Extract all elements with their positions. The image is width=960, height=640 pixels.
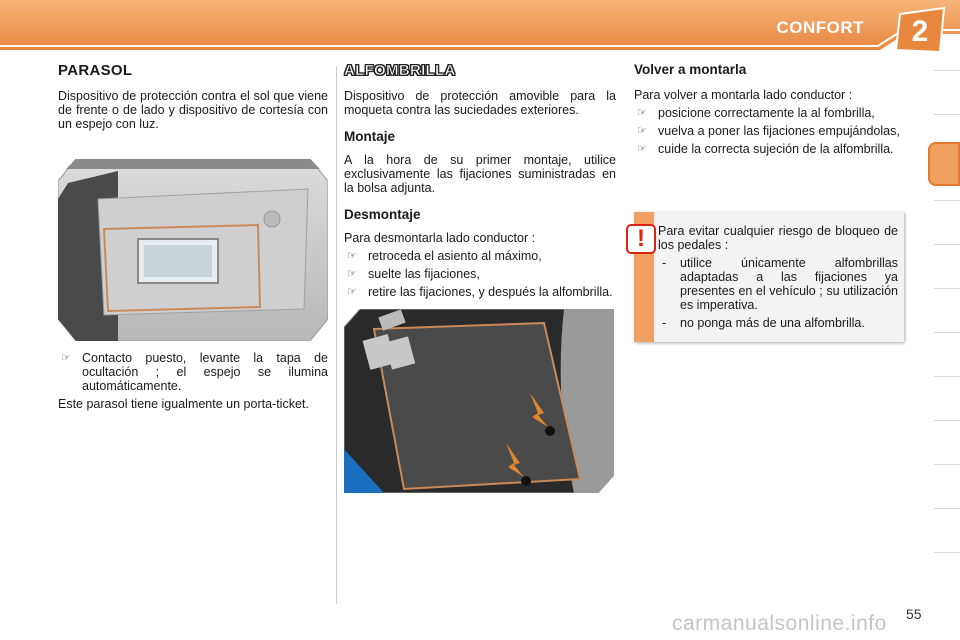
- hand-pointer-icon: ☞: [347, 286, 357, 298]
- chapter-tab[interactable]: [934, 508, 960, 552]
- desmontaje-intro: Para desmontarla lado conductor :: [344, 231, 536, 245]
- chapter-tab[interactable]: [934, 464, 960, 508]
- bullet-text: Contacto puesto, levante la tapa de ocultación ; el espejo se ilumina automáticamente.: [82, 351, 328, 393]
- chapter-tabs: [928, 70, 960, 576]
- desmontaje-title: Desmontaje: [344, 207, 421, 222]
- warning-intro: Para evitar cualquier riesgo de bloqueo de los pedales :: [658, 224, 898, 252]
- chapter-tab[interactable]: [934, 420, 960, 464]
- alfombrilla-title: ALFOMBRILLA: [344, 62, 456, 79]
- hand-pointer-icon: ☞: [637, 125, 647, 137]
- hand-pointer-icon: ☞: [637, 143, 647, 155]
- hand-pointer-icon: ☞: [347, 250, 357, 262]
- chapter-tab[interactable]: [934, 376, 960, 420]
- warning-item-text: utilice únicamente alfombrillas adaptadas a las fijaciones ya presentes en el vehículo ; su utilización es imperativa.: [680, 256, 898, 312]
- chapter-tab[interactable]: [934, 200, 960, 244]
- sun-visor-illustration: [58, 159, 328, 341]
- bullet-text: retire las fijaciones, y después la alfombrilla.: [368, 285, 613, 299]
- bullet-text: cuide la correcta sujeción de la alfombrilla.: [658, 142, 894, 156]
- parasol-section: [58, 62, 328, 411]
- parasol-title: PARASOL: [58, 62, 133, 79]
- bullet-item: [344, 285, 616, 299]
- warning-item: [658, 316, 898, 330]
- hand-pointer-icon: ☞: [347, 268, 357, 280]
- floor-mat-illustration: [344, 309, 614, 493]
- chapter-tab-active[interactable]: [928, 142, 960, 186]
- volver-intro: Para volver a montarla lado conductor :: [634, 88, 853, 102]
- bullet-text: vuelva a poner las fijaciones empujándolas,: [658, 124, 900, 138]
- dash-marker: -: [662, 316, 667, 330]
- chapter-tab[interactable]: [934, 552, 960, 576]
- montaje-title: Montaje: [344, 129, 396, 144]
- warning-icon: !: [626, 224, 656, 254]
- volver-section: [634, 62, 904, 156]
- montaje-text: A la hora de su primer montaje, utilice exclusivamente las fijaciones suministradas en la bolsa adjunta.: [344, 153, 616, 195]
- warning-body: [658, 224, 898, 330]
- hand-pointer-icon: ☞: [637, 107, 647, 119]
- chapter-tab[interactable]: [934, 70, 960, 114]
- chapter-tab[interactable]: [934, 332, 960, 376]
- parasol-intro: Dispositivo de protección contra el sol que viene de frente o de lado y dispositivo de cortesía con un espejo con luz.: [58, 89, 328, 131]
- bullet-item: [634, 106, 904, 120]
- warning-box: [634, 212, 904, 342]
- bullet-item: [634, 142, 904, 156]
- bullet-text: suelte las fijaciones,: [368, 267, 480, 281]
- alfombrilla-intro: Dispositivo de protección amovible para la moqueta contra las suciedades exteriores.: [344, 89, 616, 117]
- warning-item: [658, 256, 898, 312]
- page-number: 55: [906, 606, 922, 622]
- hand-pointer-icon: ☞: [61, 352, 71, 364]
- watermark: carmanualsonline.info: [672, 612, 887, 635]
- column-divider: [336, 66, 337, 604]
- chapter-tab[interactable]: [934, 244, 960, 288]
- page-header: [0, 0, 960, 52]
- chapter-number: 2: [911, 15, 929, 48]
- dash-marker: -: [662, 256, 667, 270]
- warning-item-text: no ponga más de una alfombrilla.: [680, 316, 865, 330]
- bullet-item: [344, 249, 616, 263]
- chapter-title: CONFORT: [776, 18, 864, 37]
- chapter-tab[interactable]: [934, 288, 960, 332]
- bullet-text: retroceda el asiento al máximo,: [368, 249, 542, 263]
- parasol-note: Este parasol tiene igualmente un porta-ticket.: [58, 397, 309, 411]
- volver-title: Volver a montarla: [634, 62, 747, 77]
- bullet-item: [634, 124, 904, 138]
- bullet-item: [344, 267, 616, 281]
- bullet-text: posicione correctamente la al fombrilla,: [658, 106, 875, 120]
- bullet-item: [58, 351, 328, 393]
- alfombrilla-section: [344, 62, 616, 493]
